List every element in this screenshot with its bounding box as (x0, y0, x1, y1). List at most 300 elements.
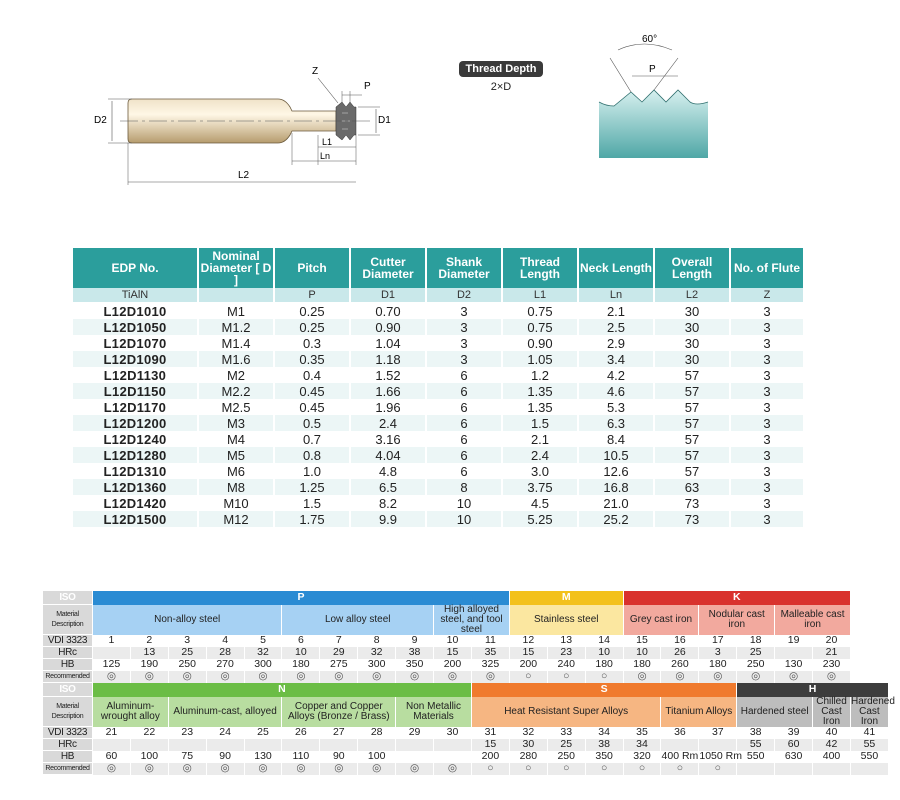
table-row (73, 367, 803, 383)
recommendation-mark: ◎ (813, 671, 851, 683)
table-row (73, 351, 803, 367)
table-row (73, 431, 803, 447)
spec-cell: 3 (730, 415, 803, 431)
vdi-value: 36 (661, 727, 699, 739)
hb-value: 200 (471, 751, 509, 763)
ln-label: Ln (320, 151, 331, 161)
hb-value: 230 (813, 659, 851, 671)
recommendation-mark: ◎ (168, 671, 206, 683)
vdi-value: 10 (434, 635, 472, 647)
hb-value: 75 (168, 751, 206, 763)
hb-value: 630 (775, 751, 813, 763)
recommendation-mark (737, 763, 775, 775)
spec-cell: 3.16 (350, 431, 426, 447)
recommendation-mark: ○ (547, 671, 585, 683)
material-row (43, 605, 889, 635)
spec-cell: 2.1 (578, 303, 654, 320)
table-row (73, 479, 803, 495)
material-row (43, 739, 889, 751)
hb-value: 270 (206, 659, 244, 671)
vdi-value: 6 (282, 635, 320, 647)
hb-value: 200 (434, 659, 472, 671)
hrc-value: 32 (358, 647, 396, 659)
spec-cell: 30 (654, 335, 730, 351)
hb-value: 130 (244, 751, 282, 763)
material-row (43, 671, 889, 683)
hb-value: 1050 Rm (699, 750, 742, 762)
hrc-value: 25 (168, 647, 206, 659)
hb-value: 300 (358, 659, 396, 671)
z-label: Z (312, 66, 319, 77)
material-description: High alloyed steel, and tool steel (434, 605, 510, 635)
hrc-value: 26 (661, 647, 699, 659)
spec-cell: 1.52 (350, 367, 426, 383)
vdi-value: 1 (93, 635, 131, 647)
spec-cell: M12 (198, 511, 274, 527)
iso-group-M: M (509, 591, 623, 605)
recommendation-mark: ○ (547, 763, 585, 775)
hrc-value: 34 (623, 739, 661, 751)
hb-value: 400 (813, 751, 851, 763)
empty-cell (850, 671, 888, 683)
vdi-value: 20 (813, 635, 851, 647)
hrc-value: 28 (206, 647, 244, 659)
edp-number-cell: L12D1010 (73, 303, 198, 320)
vdi-value: 32 (509, 727, 547, 739)
empty-cell (850, 591, 888, 605)
spec-table (73, 248, 803, 527)
spec-cell: 3 (763, 495, 771, 511)
spec-cell: M2.2 (198, 383, 274, 399)
vdi-value: 17 (699, 635, 737, 647)
recommendation-mark: ◎ (282, 763, 320, 775)
spec-cell: 3 (763, 303, 771, 319)
recommendation-mark: ◎ (93, 671, 131, 683)
spec-cell: 6.3 (578, 415, 654, 431)
spec-cell: 2.9 (578, 335, 654, 351)
recommendation-mark: ○ (661, 763, 699, 775)
hrc-value: 32 (244, 647, 282, 659)
vdi-value: 23 (168, 727, 206, 739)
spec-cell: 3.75 (502, 479, 578, 495)
recommendation-mark: ○ (471, 763, 509, 775)
thread-depth-value: 2×D (490, 81, 512, 93)
recommendation-mark: ◎ (206, 763, 244, 775)
spec-cell: 3 (426, 335, 502, 351)
hb-value: 275 (320, 659, 358, 671)
hb-value: 250 (168, 659, 206, 671)
spec-cell: 1.05 (502, 351, 578, 367)
spec-cell: 6 (426, 415, 502, 431)
vdi-value: 3 (168, 635, 206, 647)
hrc-value (699, 739, 737, 751)
spec-cell: 10 (426, 511, 502, 527)
material-row (43, 763, 889, 775)
spec-cell: 3 (763, 463, 771, 479)
recommendation-mark (775, 763, 813, 775)
thread-teeth (599, 90, 708, 158)
spec-cell: 3 (426, 351, 502, 367)
vdi-value: 15 (623, 635, 661, 647)
hrc-value: 42 (813, 739, 851, 751)
material-description: Copper and Copper Alloys (Bronze / Brass) (282, 697, 396, 727)
hb-value (434, 751, 472, 763)
hrc-value (206, 739, 244, 751)
l2-label: L2 (238, 170, 250, 181)
spec-cell: 30 (654, 351, 730, 367)
edp-number-cell: L12D1310 (73, 463, 198, 479)
vdi-value: 9 (396, 635, 434, 647)
spec-cell: 57 (654, 367, 730, 383)
material-row (43, 647, 889, 659)
spec-cell: 3 (763, 399, 771, 415)
hrc-value: 38 (396, 647, 434, 659)
spec-cell: 1.75 (274, 511, 350, 527)
hrc-value: 23 (547, 647, 585, 659)
hrc-value: 3 (699, 647, 737, 659)
hrc-value (358, 739, 396, 751)
recommendation-mark (850, 763, 888, 775)
thread-depth-callout (446, 59, 556, 93)
vdi-value: 21 (93, 727, 131, 739)
vdi-value: 7 (320, 635, 358, 647)
spec-cell: 3 (763, 335, 771, 351)
row-label-iso: ISO (43, 683, 93, 697)
p-label: P (364, 81, 371, 92)
hrc-value: 38 (585, 739, 623, 751)
spec-cell: 0.8 (274, 447, 350, 463)
iso-group-H: H (737, 683, 889, 697)
spec-cell: 0.90 (502, 335, 578, 351)
spec-subheader-1 (198, 288, 274, 303)
recommendation-mark: ◎ (244, 763, 282, 775)
spec-cell: M1 (198, 303, 274, 320)
spec-cell: 3.0 (502, 463, 578, 479)
spec-cell: 30 (654, 303, 730, 320)
material-description: Stainless steel (509, 605, 623, 635)
spec-subheader-5: L1 (502, 288, 578, 303)
thread-depth-title: Thread Depth (459, 61, 544, 77)
spec-cell: 10.5 (578, 447, 654, 463)
spec-header-row (73, 248, 803, 288)
row-label-iso: ISO (43, 591, 93, 605)
material-description: Non-alloy steel (93, 605, 282, 635)
hb-value: 250 (737, 659, 775, 671)
recommendation-mark: ◎ (320, 763, 358, 775)
spec-cell: M2.5 (198, 399, 274, 415)
hrc-value (93, 647, 131, 659)
recommendation-mark: ◎ (244, 671, 282, 683)
spec-cell: M6 (198, 463, 274, 479)
material-row (43, 659, 889, 671)
spec-cell: 6 (426, 399, 502, 415)
spec-subheader-3: D1 (350, 288, 426, 303)
hrc-value: 60 (775, 739, 813, 751)
spec-cell: 0.25 (274, 303, 350, 320)
spec-cell: 1.5 (502, 415, 578, 431)
hrc-value: 29 (320, 647, 358, 659)
recommendation-mark: ◎ (699, 671, 737, 683)
material-description: Non Metallic Materials (396, 697, 472, 727)
spec-cell: 0.45 (274, 399, 350, 415)
spec-cell: 73 (654, 511, 730, 527)
hrc-value: 21 (813, 647, 851, 659)
spec-cell: 3 (426, 319, 502, 335)
spec-cell: 1.35 (502, 399, 578, 415)
material-description: Titanium Alloys (661, 697, 737, 727)
spec-cell: 16.8 (578, 479, 654, 495)
table-row (73, 511, 803, 527)
material-description: Hardened steel (737, 697, 813, 727)
spec-cell: M1.2 (198, 319, 274, 335)
spec-cell: M10 (198, 495, 274, 511)
spec-cell: 3 (763, 431, 771, 447)
spec-header-1: Nominal Diameter [ D ] (198, 248, 274, 288)
hrc-value: 10 (585, 647, 623, 659)
spec-cell: 3 (730, 319, 803, 335)
recommendation-mark: ○ (509, 671, 547, 683)
hb-value: 550 (850, 751, 888, 763)
material-table (42, 590, 895, 775)
spec-cell: 1.0 (274, 463, 350, 479)
recommendation-mark: ◎ (320, 671, 358, 683)
recommendation-mark: ◎ (434, 671, 472, 683)
spec-cell: 4.2 (578, 367, 654, 383)
edp-number-cell: L12D1150 (73, 383, 198, 399)
empty-cell (850, 635, 888, 647)
table-row (73, 415, 803, 431)
table-row (73, 495, 803, 511)
material-row (43, 751, 889, 763)
spec-cell: 57 (654, 431, 730, 447)
spec-cell: M5 (198, 447, 274, 463)
row-label-vdi: VDI 3323 (43, 727, 93, 739)
recommendation-mark: ○ (509, 763, 547, 775)
vdi-value: 25 (244, 727, 282, 739)
d2-label: D2 (94, 115, 107, 126)
spec-cell: 1.66 (350, 383, 426, 399)
spec-cell: 73 (654, 495, 730, 511)
spec-cell: 1.25 (274, 479, 350, 495)
recommendation-mark: ◎ (623, 671, 661, 683)
vdi-value: 13 (547, 635, 585, 647)
hb-value: 350 (396, 659, 434, 671)
spec-cell: 3 (763, 367, 771, 383)
material-description: Aluminum-wrought alloy (93, 697, 169, 727)
spec-cell: M8 (198, 479, 274, 495)
row-label-hb: HB (43, 659, 93, 671)
edp-number-cell: L12D1200 (73, 415, 198, 431)
vdi-value: 40 (813, 727, 851, 739)
spec-cell: M3 (198, 415, 274, 431)
spec-cell: M4 (198, 431, 274, 447)
vdi-value: 4 (206, 635, 244, 647)
spec-cell: 0.35 (274, 351, 350, 367)
hb-value: 190 (130, 659, 168, 671)
hrc-value: 25 (737, 647, 775, 659)
material-description: Grey cast iron (623, 605, 699, 635)
table-row (73, 399, 803, 415)
hb-value: 280 (509, 751, 547, 763)
vdi-value: 18 (737, 635, 775, 647)
spec-header-6: Neck Length (578, 248, 654, 288)
vdi-value: 22 (130, 727, 168, 739)
spec-cell: 0.90 (350, 319, 426, 335)
spec-cell: 57 (654, 399, 730, 415)
recommendation-mark: ◎ (130, 671, 168, 683)
spec-cell: 63 (654, 479, 730, 495)
spec-cell: 1.2 (502, 367, 578, 383)
material-description: Aluminum-cast, alloyed (168, 697, 282, 727)
edp-number-cell: L12D1240 (73, 431, 198, 447)
hb-value: 550 (737, 751, 775, 763)
material-description: Chilled Cast Iron (813, 697, 851, 727)
hrc-value (396, 739, 434, 751)
spec-cell: 57 (654, 383, 730, 399)
hb-value: 180 (282, 659, 320, 671)
hrc-value: 25 (547, 739, 585, 751)
spec-cell: 8.4 (578, 431, 654, 447)
spec-cell: 5.3 (578, 399, 654, 415)
hrc-value (282, 739, 320, 751)
hrc-value: 55 (850, 739, 888, 751)
recommendation-mark: ◎ (396, 763, 434, 775)
recommendation-mark: ○ (585, 763, 623, 775)
hrc-value (130, 739, 168, 751)
spec-cell: 3 (730, 511, 803, 527)
vdi-value: 41 (850, 727, 888, 739)
recommendation-mark: ◎ (396, 671, 434, 683)
hrc-value (775, 647, 813, 659)
hrc-value: 15 (471, 739, 509, 751)
vdi-value: 14 (585, 635, 623, 647)
vdi-value: 19 (775, 635, 813, 647)
edp-number-cell: L12D1050 (73, 319, 198, 335)
hb-value: 110 (282, 751, 320, 763)
table-row (73, 335, 803, 351)
vdi-value: 30 (434, 727, 472, 739)
hb-value: 325 (471, 659, 509, 671)
hb-value: 200 (509, 659, 547, 671)
row-label-rec: Recommended (43, 671, 93, 683)
hb-value (396, 751, 434, 763)
thread-profile-drawing (596, 30, 711, 160)
vdi-value: 34 (585, 727, 623, 739)
spec-header-0: EDP No. (73, 248, 198, 288)
row-label-hb: HB (43, 751, 93, 763)
spec-cell: 57 (654, 415, 730, 431)
spec-cell: 21.0 (578, 495, 654, 511)
edp-number-cell: L12D1360 (73, 479, 198, 495)
spec-cell: 0.5 (274, 415, 350, 431)
material-description: Heat Resistant Super Alloys (471, 697, 661, 727)
material-description: Hardened Cast Iron (850, 695, 895, 727)
hrc-value: 13 (130, 647, 168, 659)
d1-label: D1 (378, 115, 391, 126)
hrc-value (93, 739, 131, 751)
spec-cell: 0.45 (274, 383, 350, 399)
spec-cell: 8.2 (350, 495, 426, 511)
vdi-value: 29 (396, 727, 434, 739)
edp-number-cell: L12D1130 (73, 367, 198, 383)
iso-group-S: S (471, 683, 736, 697)
spec-cell: 4.04 (350, 447, 426, 463)
spec-subheader-8: Z (730, 288, 803, 303)
spec-cell: 2.4 (502, 447, 578, 463)
hrc-value: 55 (737, 739, 775, 751)
spec-cell: 3 (730, 351, 803, 367)
spec-subheader-0: TiAlN (73, 288, 198, 303)
spec-header-3: Cutter Diameter (350, 248, 426, 288)
edp-number-cell: L12D1090 (73, 351, 198, 367)
recommendation-mark: ◎ (130, 763, 168, 775)
recommendation-mark: ◎ (737, 671, 775, 683)
row-label-desc: Material Description (43, 605, 93, 635)
recommendation-mark: ◎ (434, 763, 472, 775)
spec-cell: 4.8 (350, 463, 426, 479)
spec-cell: 3 (426, 303, 502, 320)
spec-cell: 25.2 (578, 511, 654, 527)
spec-cell: M2 (198, 367, 274, 383)
hrc-value: 15 (434, 647, 472, 659)
spec-cell: 1.18 (350, 351, 426, 367)
spec-cell: 6 (426, 463, 502, 479)
recommendation-mark: ◎ (358, 763, 396, 775)
recommendation-mark: ◎ (168, 763, 206, 775)
spec-header-7: Overall Length (654, 248, 730, 288)
hb-value: 100 (130, 751, 168, 763)
material-description: Low alloy steel (282, 605, 434, 635)
hrc-value (244, 739, 282, 751)
row-label-rec: Recommended (43, 763, 93, 775)
recommendation-mark: ◎ (661, 671, 699, 683)
spec-cell: 30 (654, 319, 730, 335)
vdi-value: 16 (661, 635, 699, 647)
hb-value: 320 (623, 751, 661, 763)
spec-cell: 0.4 (274, 367, 350, 383)
hb-value: 125 (93, 659, 131, 671)
spec-header-4: Shank Diameter (426, 248, 502, 288)
spec-cell: 5.25 (502, 511, 578, 527)
vdi-value: 11 (471, 635, 509, 647)
material-table-container (42, 590, 895, 775)
recommendation-mark: ◎ (282, 671, 320, 683)
spec-header-2: Pitch (274, 248, 350, 288)
spec-subheader-row (73, 288, 803, 303)
vdi-value: 33 (547, 727, 585, 739)
hb-value: 400 Rm (661, 750, 699, 762)
table-row (73, 383, 803, 399)
recommendation-mark: ○ (585, 671, 623, 683)
hb-value: 180 (623, 659, 661, 671)
vdi-value: 5 (244, 635, 282, 647)
edp-number-cell: L12D1420 (73, 495, 198, 511)
spec-cell: 2.4 (350, 415, 426, 431)
recommendation-mark: ○ (699, 763, 737, 775)
angle-label: 60° (642, 34, 658, 45)
table-row (73, 303, 803, 320)
l1-label: L1 (322, 137, 333, 147)
spec-table-container (73, 248, 803, 527)
spec-cell: M1.6 (198, 351, 274, 367)
hb-value: 90 (206, 751, 244, 763)
material-row (43, 697, 889, 727)
hb-value: 180 (585, 659, 623, 671)
spec-cell: 12.6 (578, 463, 654, 479)
hrc-value (434, 739, 472, 751)
row-label-vdi: VDI 3323 (43, 635, 93, 647)
vdi-value: 28 (358, 727, 396, 739)
